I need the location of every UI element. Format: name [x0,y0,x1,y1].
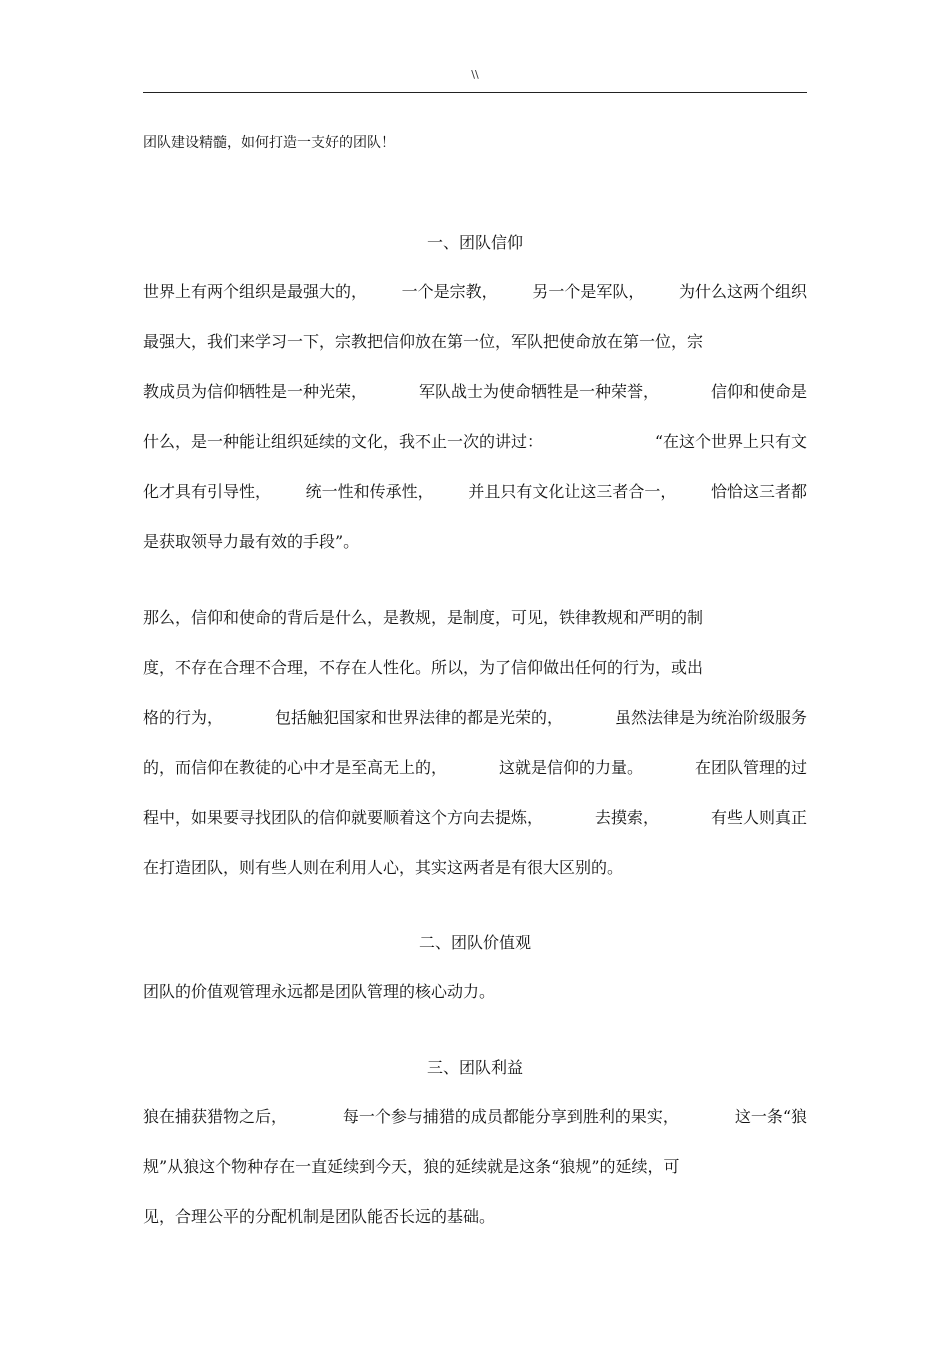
text-segment: 恰恰这三者都 [710,482,807,501]
text-segment: 在团队管理的过 [694,758,807,777]
text-segment: 去摸索， [594,808,659,827]
text-segment: 格的行为， [143,708,224,727]
text-segment: 在打造团队，则有些人则在利用人心，其实这两者是有很大区别的。 [143,858,624,877]
text-segment: 一个是宗教， [401,282,498,301]
text-line [143,608,807,658]
document-title: 团队建设精髓，如何打造一支好的团队！ [143,135,395,151]
section-faith [143,233,807,582]
text-segment: 那么，信仰和使命的背后是什么，是教规，是制度，可见，铁律教规和严明的制 [143,608,704,627]
text-segment: 规”从狼这个物种存在一直延续到今天，狼的延续就是这条“狼规”的延续，可 [143,1157,680,1176]
text-line [143,482,807,532]
text-line [143,658,807,708]
text-segment: 这一条“狼 [734,1107,807,1126]
text-segment: “在这个世界上只有文 [654,432,807,451]
paragraph [143,982,807,1032]
text-line [143,982,807,1032]
text-segment: 包括触犯国家和世界法律的都是光荣的， [274,708,563,727]
text-segment: 的，而信仰在教徒的心中才是至高无上的， [143,758,448,777]
text-line [143,282,807,332]
text-segment: 虽然法律是为统治阶级服务 [614,708,807,727]
text-line [143,758,807,808]
text-segment: 化才具有引导性， [143,482,272,501]
text-segment: 狼在捕获猎物之后， [143,1107,288,1126]
text-segment: 军队战士为使命牺牲是一种荣誉， [418,382,659,401]
text-line [143,532,807,582]
section-heading: 二、团队价值观 [418,933,531,952]
text-segment: 每一个参与捕猎的成员都能分享到胜利的果实， [342,1107,679,1126]
section-interests [143,1058,807,1257]
text-segment: 并且只有文化让这三者合一， [468,482,677,501]
text-line [143,432,807,482]
text-segment: 有些人则真正 [710,808,807,827]
text-segment: 世界上有两个组织是最强大的， [143,282,368,301]
text-segment: 度，不存在合理不合理，不存在人性化。所以，为了信仰做出任何的行为，或出 [143,658,704,677]
section-heading: 三、团队利益 [426,1058,523,1077]
text-segment: 团队的价值观管理永远都是团队管理的核心动力。 [143,982,496,1001]
text-line [143,808,807,858]
header-mark: \\ [471,68,479,81]
text-segment: 见，合理公平的分配机制是团队能否长远的基础。 [143,1207,496,1226]
text-line [143,1207,807,1257]
text-line [143,858,807,908]
section-faith-continued [143,608,807,908]
text-segment: 另一个是军队， [532,282,645,301]
text-segment: 最强大，我们来学习一下，宗教把信仰放在第一位，军队把使命放在第一位，宗 [143,332,704,351]
paragraph [143,282,807,582]
text-line [143,332,807,382]
text-line [143,708,807,758]
text-segment: 是获取领导力最有效的手段”。 [143,532,360,551]
text-line [143,1107,807,1157]
text-segment: 信仰和使命是 [710,382,807,401]
paragraph [143,1107,807,1257]
section-heading: 一、团队信仰 [426,233,523,252]
text-segment: 为什么这两个组织 [678,282,807,301]
text-segment: 教成员为信仰牺牲是一种光荣， [143,382,368,401]
header-rule [143,92,807,93]
text-segment: 这就是信仰的力量。 [498,758,643,777]
text-line [143,1157,807,1207]
text-segment: 什么，是一种能让组织延续的文化，我不止一次的讲过： [143,432,544,451]
section-values [143,933,807,1032]
text-line [143,382,807,432]
paragraph [143,608,807,908]
text-segment: 统一性和传承性， [305,482,434,501]
text-segment: 程中，如果要寻找团队的信仰就要顺着这个方向去提炼， [143,808,544,827]
